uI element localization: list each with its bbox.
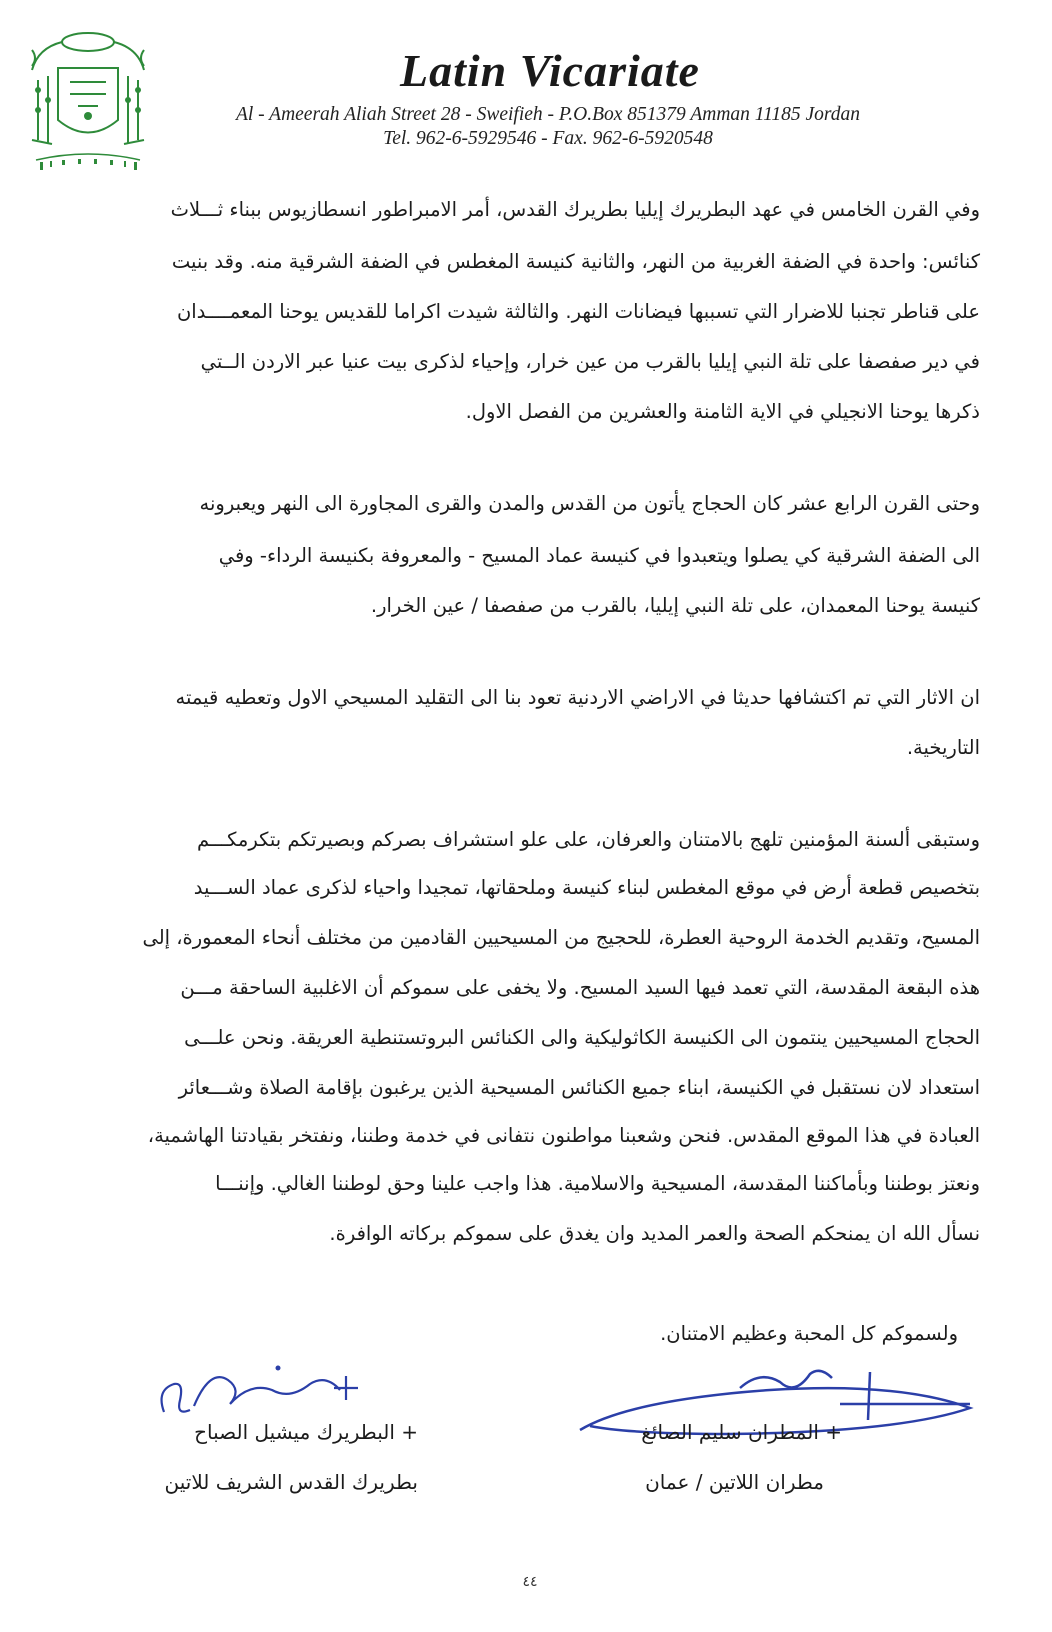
coat-of-arms-logo xyxy=(18,20,158,180)
paragraph-4-line-9: نسأل الله ان يمنحكم الصحة والعمر المديد وان يغدق على سموكم بركاته الوافرة. xyxy=(329,1222,980,1245)
paragraph-4-line-6: استعداد لان نستقبل في الكنيسة، ابناء جميع الكنائس المسيحية الذين يرغبون بإقامة الصلاة وشـــعائر xyxy=(178,1076,980,1099)
letterhead-contact: Tel. 962-6-5929546 - Fax. 962-6-5920548 xyxy=(383,128,713,149)
paragraph-4-line-2: بتخصيص قطعة أرض في موقع المغطس لبناء كنيسة وملحقاتها، تمجيدا واحياء لذكرى عماد الســـيد xyxy=(193,876,980,899)
paragraph-1-line-4: في دير صفصفا على تلة النبي إيليا بالقرب من عين خرار، وإحياء لذكرى بيت عنيا عبر الاردن الــتي xyxy=(200,350,980,373)
signatory-patriarch-title: بطريرك القدس الشريف للاتين xyxy=(164,1470,418,1494)
paragraph-2-line-3: كنيسة يوحنا المعمدان، على تلة النبي إيليا، بالقرب من صفصفا / عين الخرار. xyxy=(370,594,980,617)
signatory-patriarch-name: + البطريرك ميشيل الصباح xyxy=(194,1420,418,1444)
signatory-bishop-name: + المطران سليم الصائغ xyxy=(641,1420,842,1444)
signatory-bishop-title: مطران اللاتين / عمان xyxy=(645,1470,824,1494)
paragraph-1-line-5: ذكرها يوحنا الانجيلي في الاية الثامنة والعشرين من الفصل الاول. xyxy=(465,400,980,423)
paragraph-1-line-3: على قناطر تجنبا للاضرار التي تسببها فيضانات النهر. والثالثة شيدت اكراما للقديس يوحنا المعمــــدان xyxy=(176,300,980,323)
paragraph-3-line-1: ان الاثار التي تم اكتشافها حديثا في الاراضي الاردنية تعود بنا الى التقليد المسيحي الاول وتعطيه قيمته xyxy=(175,686,980,709)
paragraph-4-line-7: العبادة في هذا الموقع المقدس. فنحن وشعبنا مواطنون نتفانى في خدمة وطننا، ونفتخر بقيادتنا الهاشمية، xyxy=(147,1124,980,1147)
letterhead-address: Al - Ameerah Aliah Street 28 - Sweifieh - P.O.Box 851379 Amman 11185 Jordan xyxy=(235,104,861,125)
closing-greeting: ولسموكم كل المحبة وعظيم الامتنان. xyxy=(660,1322,958,1345)
paragraph-4-line-5: الحجاج المسيحيين ينتمون الى الكنيسة الكاثوليكية والى الكنائس البروتستنطية العريقة. ونحن علـــى xyxy=(184,1026,980,1049)
paragraph-2-line-2: الى الضفة الشرقية كي يصلوا ويتعبدوا في كنيسة عماد المسيح - والمعروفة بكنيسة الرداء- وفي xyxy=(218,544,980,567)
paragraph-4-line-4: هذه البقعة المقدسة، التي تعمد فيها السيد المسيح. ولا يخفى على سموكم أن الاغلبية الساحقة مـــن xyxy=(180,976,980,999)
paragraph-3-line-2: التاريخية. xyxy=(906,736,980,759)
letterhead-title: Latin Vicariate xyxy=(400,45,700,96)
paragraph-1-line-2: كنائس: واحدة في الضفة الغربية من النهر، والثانية كنيسة المغطس في الضفة الشرقية منه. وقد بنيت xyxy=(171,250,980,273)
paragraph-4-line-3: المسيح، وتقديم الخدمة الروحية العطرة، للحجيج من المسيحيين القادمين من مختلف أنحاء المعمورة، إلى xyxy=(142,926,980,949)
page-number: ٤٤ xyxy=(522,1574,538,1590)
paragraph-4-line-8: ونعتز بوطننا وبأماكننا المقدسة، المسيحية والاسلامية. هذا واجب علينا وحق لوطننا الغالي. وإننـــا xyxy=(215,1172,980,1195)
paragraph-1-line-1: وفي القرن الخامس في عهد البطريرك إيليا بطريرك القدس، أمر الامبراطور انسطازيوس ببناء ثـــلاث xyxy=(170,198,980,221)
paragraph-4-line-1: وستبقى ألسنة المؤمنين تلهج بالامتنان والعرفان، على علو استشراف بصركم وبصيرتكم بتكرمكـــم xyxy=(197,828,980,851)
paragraph-2-line-1: وحتى القرن الرابع عشر كان الحجاج يأتون من القدس والمدن والقرى المجاورة الى النهر ويعبرونه xyxy=(199,492,980,515)
